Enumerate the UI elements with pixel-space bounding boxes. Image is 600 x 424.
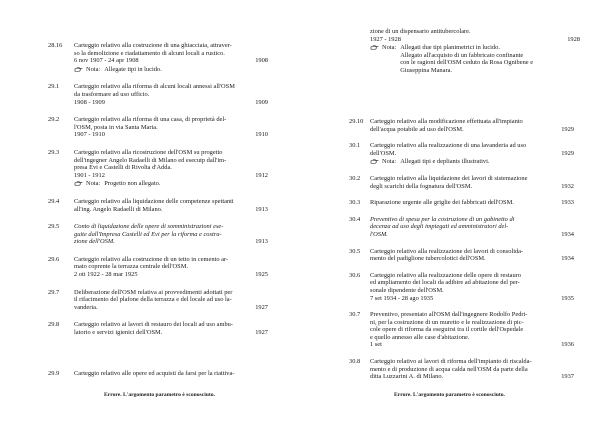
entry-text: mento e di produzione di acqua calda nell'OSM da parte della	[370, 365, 528, 373]
entry-number: 29.6	[48, 255, 60, 263]
list-item	[48, 149, 268, 188]
entry-dates: 6 nov 1907 - 24 apr 1908	[74, 57, 139, 65]
entry-number: 30.7	[349, 311, 361, 319]
continued-entry	[370, 28, 580, 75]
list-item	[300, 311, 600, 349]
list-item	[48, 223, 268, 246]
entry-year: 1913	[255, 238, 268, 246]
entry-dates: 2 ott 1922 - 28 mar 1925	[74, 271, 138, 279]
entry-number: 29.9	[48, 370, 60, 377]
pointing-hand-icon	[74, 180, 83, 187]
entry-year: 1908	[255, 57, 268, 65]
note-text: Allegati due tipi planimetrici in lucido.	[400, 44, 500, 52]
note-text: con le ragioni dell'OSM ceduto da Rosa Ognibene e	[400, 59, 534, 67]
list-item	[300, 248, 600, 263]
entry-text: mato coprente la terrazza centrale dell'OSM.	[74, 263, 188, 271]
entry-note	[370, 158, 574, 166]
entry-text: all'ing. Angelo Radaelli di Milano.	[74, 205, 163, 213]
entry-note	[370, 44, 580, 74]
entry-year: 1937	[561, 373, 574, 381]
entry-text: da trasformare ad uso ufficio.	[74, 90, 150, 98]
entry-dates: 7 set 1934 - 28 ago 1935	[370, 294, 434, 302]
list-item	[300, 199, 600, 207]
entry-year: 1932	[561, 182, 574, 190]
entry-text: Carteggio relativo alla realizzazione di una lavanderia ad uso	[370, 142, 527, 150]
entry-text: il rifacimento del plafone della terrazza e del locale ad uso la-	[74, 296, 232, 304]
entry-text: so la demolizione e riadattamento di alcuni locali a rustico.	[74, 49, 225, 57]
entry-dates: 1908 - 1909	[74, 98, 105, 106]
entry-year: 1909	[255, 98, 268, 106]
entry-text: Carteggio relativo ai lavori di restauro dei locali ad uso ambu-	[74, 321, 234, 329]
list-item	[300, 175, 600, 190]
right-entry-list	[300, 118, 600, 390]
entry-year: 1925	[255, 271, 268, 279]
entry-dates: 1 set	[370, 341, 382, 349]
left-entry-list	[48, 42, 268, 347]
entry-year: 1927	[255, 329, 268, 337]
list-item	[48, 370, 268, 378]
entry-year: 1927	[255, 303, 268, 311]
pointing-hand-icon	[370, 158, 379, 165]
list-item	[300, 358, 600, 381]
entry-year: 1935	[561, 294, 574, 302]
entry-text: l'OSM, posta in via Santa Maria.	[74, 123, 158, 131]
entry-text: degli scarichi della fognatura dell'OSM.	[370, 182, 473, 190]
list-item	[48, 198, 268, 213]
entry-text: dell'OSM.	[370, 149, 397, 157]
entry-text: Carteggio relativo alla modificazione effettuata all'impianto	[370, 118, 523, 125]
entry-number: 30.1	[349, 142, 361, 150]
entry-text: Carteggio relativo alle opere ed acquisti da farsi per la riattiva-	[74, 370, 235, 377]
list-item	[48, 321, 268, 336]
list-item	[48, 289, 268, 312]
list-item	[300, 142, 600, 166]
entry-text: Deliberazione dell'OSM relativa ai provvedimenti adottati per	[74, 288, 233, 296]
list-item	[300, 118, 600, 133]
entry-number: 30.3	[349, 199, 361, 207]
entry-number: 29.5	[48, 223, 60, 231]
note-text: Giuseppina Manara.	[400, 66, 453, 74]
entry-year: 1913	[255, 205, 268, 213]
pointing-hand-icon	[370, 44, 379, 51]
entry-text: ni, per la costruzione di un muretto e le realizzazione di pic-	[370, 318, 524, 326]
entry-text: Carteggio relativo alla realizzazione delle opere di restauro	[370, 271, 521, 279]
entry-year: 1936	[561, 341, 574, 349]
entry-text: Carteggio relativo alla riforma di alcuni locali annessi all'OSM	[74, 83, 235, 91]
entry-text: presa Evi e Castelli di Rivolta d'Adda.	[74, 164, 172, 172]
entry-number: 29.10	[349, 118, 364, 125]
entry-number: 30.4	[349, 215, 361, 223]
entry-text: vanderia.	[74, 303, 98, 311]
entry-year: 1934	[561, 230, 574, 238]
entry-number: 30.8	[349, 358, 361, 366]
entry-text: l'OSM.	[370, 230, 388, 238]
entry-text: Carteggio relativo alla riforma di una casa, di proprietà del-	[74, 116, 227, 124]
entry-dates: 1927 - 1928	[370, 35, 401, 43]
entry-dates: 1907 - 1910	[74, 131, 105, 139]
entry-number: 29.8	[48, 321, 60, 329]
entry-text: Carteggio relativo alla liquidazione dei lavori di sistemazione	[370, 174, 528, 182]
note-label: Nota:	[86, 180, 101, 188]
entry-text: Preventivo, presentato all'OSM dall'ingegnere Rodolfo Pedri-	[370, 311, 528, 319]
note-text: Allegati tipi e depliants illustrativi.	[400, 158, 490, 166]
entry-text: Preventivo di spesa per la costruzione di un gabinetto di	[370, 215, 515, 223]
entry-text: cole opere di riforma da eseguirsi tra il cortile dell'Ospedale	[370, 326, 524, 334]
note-label: Nota:	[86, 65, 101, 73]
entry-year: 1928	[567, 35, 580, 43]
entry-note	[74, 180, 268, 188]
entry-number: 29.2	[48, 116, 60, 124]
entry-text: dell'ingegner Angelo Radaelli di Milano ed esecutp dall'im-	[74, 156, 227, 164]
entry-dates: 1901 - 1912	[74, 171, 105, 179]
entry-number: 29.3	[48, 148, 60, 156]
list-item	[300, 216, 600, 239]
entry-number: 28.16	[48, 42, 63, 49]
entry-year: 1910	[255, 131, 268, 139]
entry-text: Carteggio relativo alla ricostruzione dell'OSM su progetto	[74, 148, 223, 156]
entry-number: 29.4	[48, 197, 60, 205]
entry-text: ed ampliamento dei locali da adibire ad abitazione del per-	[370, 279, 520, 287]
entry-year: 1929	[561, 149, 574, 157]
entry-text: Carteggio relativo alla costruzione di una ghiacciaia, attraver-	[74, 42, 232, 49]
entry-number: 30.5	[349, 247, 361, 255]
entry-text: latorio e servizi igienici dell'OSM.	[74, 329, 163, 337]
entry-text: sonale dipendente dell'OSM.	[370, 286, 444, 294]
entry-text: Conto di liquidazione delle opere di somministrazioni ese-	[74, 223, 224, 231]
pointing-hand-icon	[74, 66, 83, 73]
entry-year: 1912	[255, 171, 268, 179]
entry-number: 30.6	[349, 271, 361, 279]
entry-text: ditta Luzzarini A. di Milano.	[370, 373, 444, 381]
entry-text: guite dall'Impresa Castelli ed Evi per la riforma e costru-	[74, 230, 222, 238]
list-item	[48, 83, 268, 106]
note-text: Allegate tipi in lucido.	[104, 65, 162, 73]
entry-note	[74, 66, 268, 74]
entry-year: 1934	[561, 255, 574, 263]
entry-text: Carteggio relativo alla realizzazione dei lavori di consolida-	[370, 247, 524, 255]
entry-text: zione di un dispensario antitubercolare.	[370, 28, 471, 35]
entry-text: dell'acqua potabile ad uso dell'OSM.	[370, 125, 464, 133]
entry-text: Riparazione urgente alle griglie dei fabbricati dell'OSM.	[370, 199, 514, 207]
page-footer: Errore. L'argomento parametro è sconosciuto.	[394, 392, 505, 398]
entry-text: decenza ad uso degli impiegati ed amministratori del-	[370, 223, 509, 231]
entry-number: 29.1	[48, 83, 60, 91]
note-text: Allegato all'acquisto di un fabbricato confinante	[400, 51, 524, 59]
list-item	[48, 116, 268, 139]
entry-year: 1929	[561, 125, 574, 133]
page-footer: Errore. L'argomento parametro è sconosciuto.	[104, 392, 215, 398]
entry-year: 1933	[561, 199, 574, 207]
note-text: Progetto non allegato.	[104, 180, 161, 188]
list-item	[48, 42, 268, 73]
entry-text: Carteggio relativo ai lavori di riforma dell'impianto di riscalda-	[370, 358, 532, 366]
right-page	[300, 0, 600, 424]
list-item	[300, 272, 600, 302]
note-label: Nota:	[382, 44, 397, 52]
entry-text: mento del padiglione tubercolotici dell'OSM.	[370, 255, 486, 263]
entry-text: Carteggio relativo alla liquidazione delle competenze spettanti	[74, 197, 234, 205]
entry-number: 29.7	[48, 288, 60, 296]
note-label: Nota:	[382, 158, 397, 166]
entry-text: zione dell'OSM.	[74, 238, 115, 246]
entry-text: Carteggio relativo alla costruzione di un tetto in cemento ar-	[74, 255, 229, 263]
entry-text: e quello annesso alle case d'abitazione.	[370, 333, 470, 341]
list-item	[48, 256, 268, 279]
entry-number: 30.2	[349, 174, 361, 182]
